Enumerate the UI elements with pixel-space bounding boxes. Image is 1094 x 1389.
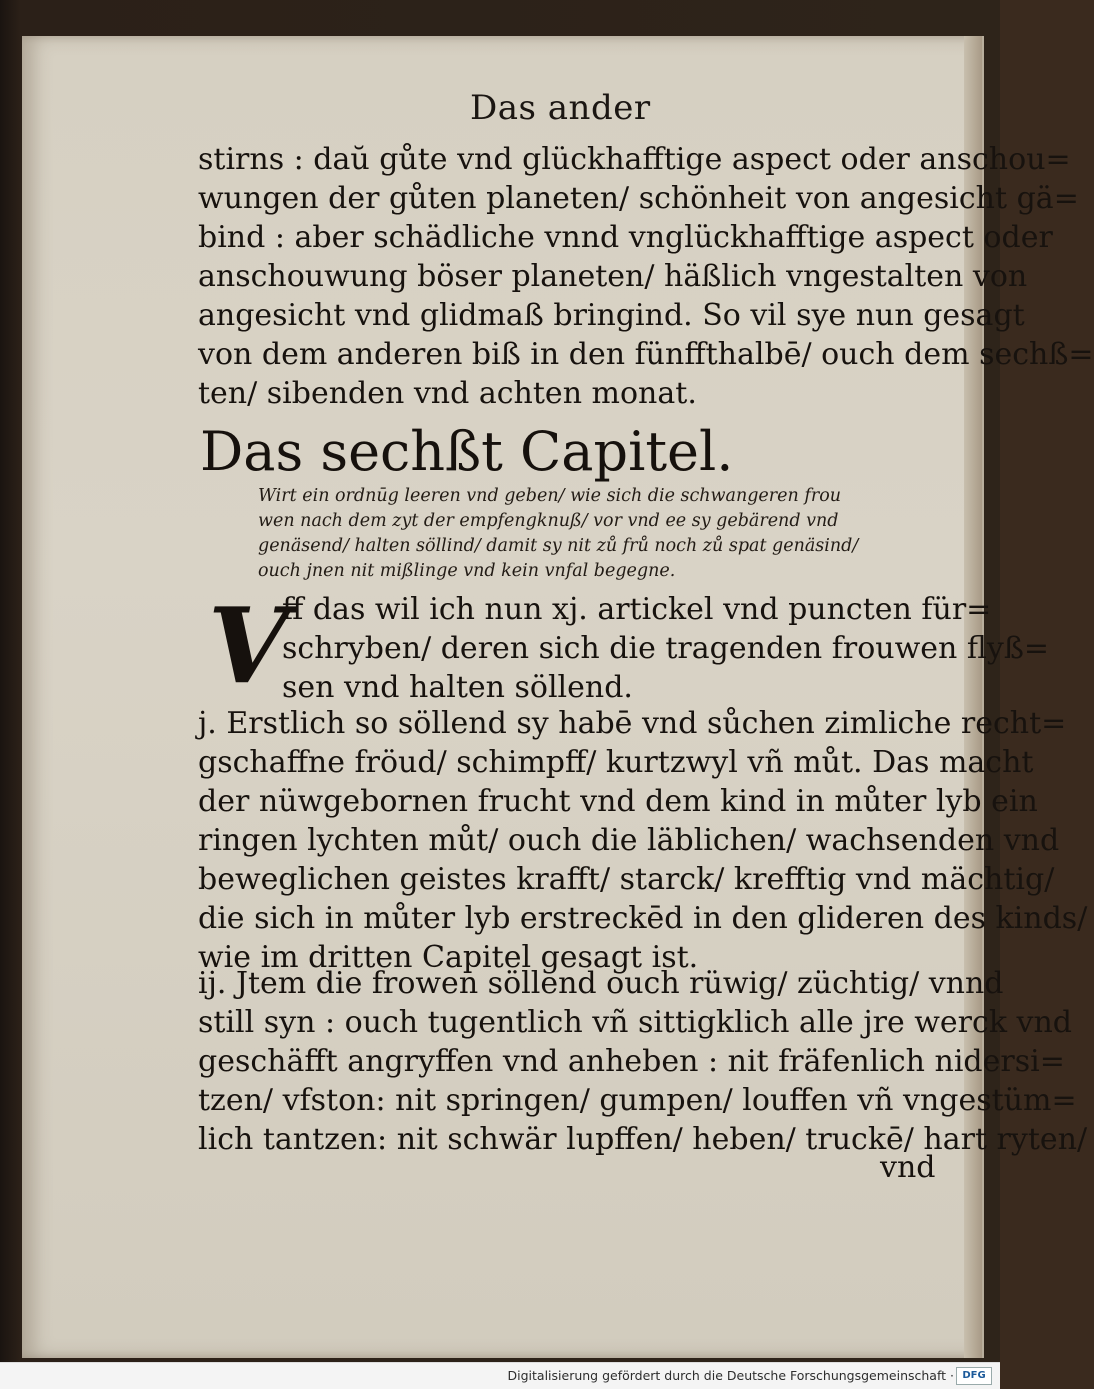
catchword-block	[880, 1148, 970, 1187]
text-line: lich tantzen: nit schwär lupffen/ heben/ truckē/ hart ryten/	[198, 1122, 1088, 1157]
summary-line: ouch jnen nit mißlinge vnd kein vnfal begegne.	[258, 561, 676, 581]
paragraph-4	[198, 964, 1088, 1159]
text-line: ten/ sibenden vnd achten monat.	[198, 376, 697, 411]
text-line: wungen der gůten planeten/ schönheit von angesicht gä=	[198, 181, 1079, 216]
text-line: beweglichen geistes krafft/ starck/ krefftig vnd mächtig/	[198, 862, 1055, 897]
text-line: ringen lychten můt/ ouch die läblichen/ wachsenden vnd	[198, 823, 1060, 858]
summary-line: genäsend/ halten söllind/ damit sy nit zů frů noch zů spat genäsind/	[258, 536, 859, 556]
text-line: angesicht vnd glidmaß bringind. So vil sye nun gesagt	[198, 298, 1025, 333]
chapter-summary	[258, 484, 968, 584]
text-line: ff das wil ich nun xj. artickel vnd puncten für=	[282, 592, 992, 627]
text-line: schryben/ deren sich die tragenden frouwen flyß=	[282, 631, 1050, 666]
chapter-title: Das sechßt Capitel.	[200, 420, 734, 483]
dfg-logo: DFG	[956, 1367, 992, 1385]
text-line: tzen/ vfston: nit springen/ gumpen/ louffen vñ vngestüm=	[198, 1083, 1077, 1118]
text-line: ij. Jtem die frowen söllend ouch rüwig/ züchtig/ vnnd	[198, 966, 1004, 1001]
text-line: die sich in můter lyb erstreckēd in den glideren des kinds/	[198, 901, 1088, 936]
running-head: Das ander	[470, 88, 651, 128]
paragraph-3	[198, 704, 1088, 977]
text-line: der nüwgebornen frucht vnd dem kind in můter lyb ein	[198, 784, 1038, 819]
text-line: bind : aber schädliche vnnd vnglückhafftige aspect oder	[198, 220, 1053, 255]
text-line: geschäfft angryffen vnd anheben : nit fräfenlich nidersi=	[198, 1044, 1065, 1079]
summary-line: Wirt ein ordnūg leeren vnd geben/ wie sich die schwangeren frou	[258, 486, 841, 506]
text-line: von dem anderen biß in den fünffthalbē/ ouch dem sechß=	[198, 337, 1094, 372]
footer-bar	[0, 1362, 1000, 1389]
catchword: vnd	[880, 1150, 936, 1185]
text-line: anschouwung böser planeten/ häßlich vngestalten von	[198, 259, 1028, 294]
paragraph-2	[282, 590, 1050, 707]
paragraph-1	[198, 140, 1094, 413]
initial-letter: V	[208, 584, 289, 707]
text-line: wie im dritten Capitel gesagt ist.	[198, 940, 699, 975]
text-line: sen vnd halten söllend.	[282, 670, 633, 705]
text-line: stirns : daŭ gůte vnd glückhafftige aspect oder anschou=	[198, 142, 1071, 177]
text-line: j. Erstlich so söllend sy habē vnd sůchen zimliche recht=	[198, 706, 1067, 741]
text-line: gschaffne fröud/ schimpff/ kurtzwyl vñ můt. Das macht	[198, 745, 1034, 780]
summary-line: wen nach dem zyt der empfengknuß/ vor vnd ee sy gebärend vnd	[258, 511, 839, 531]
footer-credit: Digitalisierung gefördert durch die Deutsche Forschungsgemeinschaft ·	[507, 1368, 954, 1383]
text-line: still syn : ouch tugentlich vñ sittigklich alle jre werck vnd	[198, 1005, 1073, 1040]
